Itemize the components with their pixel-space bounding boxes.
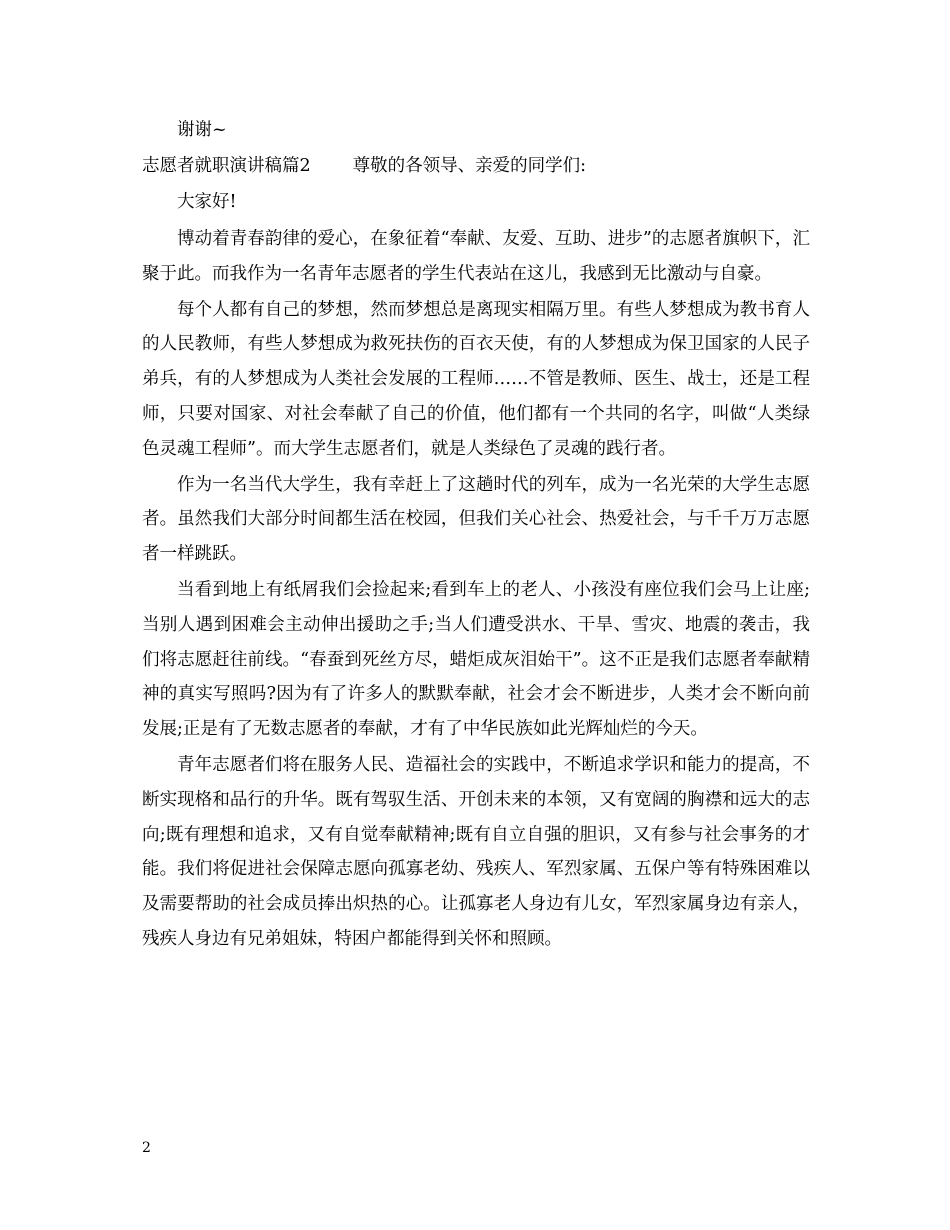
salutation: 尊敬的各领导、亲爱的同学们: <box>352 156 587 176</box>
page-number: 2 <box>142 1140 151 1156</box>
document-title: 志愿者就职演讲稿篇2 <box>142 156 311 176</box>
paragraph-3: 作为一名当代大学生，我有幸赶上了这趟时代的列车，成为一名光荣的大学生志愿者。虽然我们大部分时间都生活在校园，但我们关心社会、热爱社会，与千千万万志愿者一样跳跃。 <box>142 474 810 565</box>
closing-line: 谢谢~ <box>177 120 227 140</box>
paragraph-5: 青年志愿者们将在服务人民、造福社会的实践中，不断追求学识和能力的提高，不断实现格和品行的升华。既有驾驭生活、开创未来的本领，又有宽阔的胸襟和远大的志向;既有理想和追求，又有自觉奉献精神;既有自立自强的胆识，又有参与社会事务的才能。我们将促进社会保障志愿向孤寡老幼、残疾人、军烈家属、五保户等有特殊困难以及需要帮助的社会成员捧出炽热的心。让孤寡老人身边有儿女，军烈家属身边有亲人，残疾人身边有兄弟姐妹，特困户都能得到关怀和照顾。 <box>142 754 810 949</box>
paragraph-4: 当看到地上有纸屑我们会捡起来;看到车上的老人、小孩没有座位我们会马上让座;当别人遇到困难会主动伸出援助之手;当人们遭受洪水、干旱、雪灾、地震的袭击，我们将志愿赶往前线。“春蚕到死丝方尽，蜡炬成灰泪始干”。这不正是我们志愿者奉献精神的真实写照吗?因为有了许多人的默默奉献，社会才会不断进步，人类才会不断向前发展;正是有了无数志愿者的奉献，才有了中华民族如此光辉灿烂的今天。 <box>142 579 810 740</box>
document-body <box>142 112 810 957</box>
title-salutation-line <box>142 148 810 184</box>
paragraph-2: 每个人都有自己的梦想，然而梦想总是离现实相隔万里。有些人梦想成为教书育人的人民教师，有些人梦想成为救死扶伤的百衣天使，有的人梦想成为保卫国家的人民子弟兵，有的人梦想成为人类社会发展的工程师……不管是教师、医生、战士，还是工程师，只要对国家、对社会奉献了自己的价值，他们都有一个共同的名字，叫做“人类绿色灵魂工程师”。而大学生志愿者们，就是人类绿色了灵魂的践行者。 <box>142 299 810 459</box>
paragraph-1: 博动着青春韵律的爱心，在象征着“奉献、友爱、互助、进步”的志愿者旗帜下，汇聚于此。而我作为一名青年志愿者的学生代表站在这儿，我感到无比激动与自豪。 <box>142 229 810 284</box>
greeting: 大家好! <box>177 192 237 212</box>
